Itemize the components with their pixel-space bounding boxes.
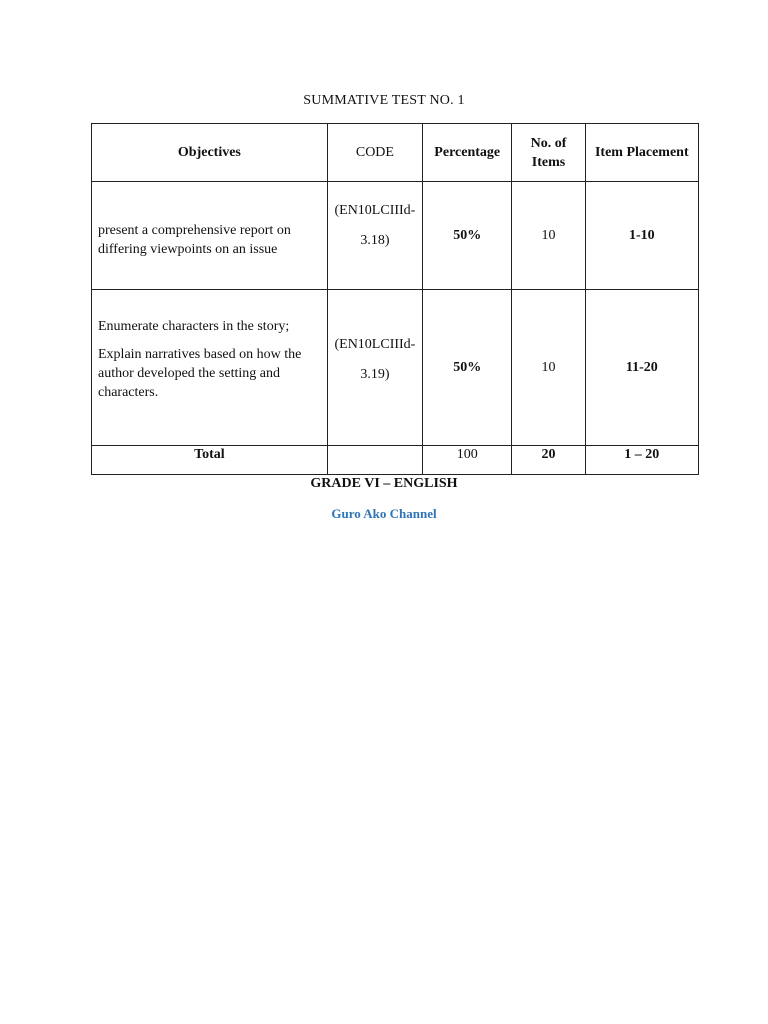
table-row (92, 182, 699, 290)
objective-text: present a comprehensive report on differing viewpoints on an issue (98, 222, 291, 257)
grade-subject-line: GRADE VI – ENGLISH (310, 476, 458, 491)
document-title: SUMMATIVE TEST NO. 1 (303, 93, 465, 108)
item-placement-cell: 11-20 (585, 290, 698, 446)
total-percentage-cell: 100 (423, 446, 512, 475)
header-objectives: Objectives (92, 124, 328, 182)
total-label-cell: Total (92, 446, 328, 475)
header-code: CODE (327, 124, 422, 182)
header-percentage: Percentage (423, 124, 512, 182)
code-line-1: (EN10LCIIId- (334, 202, 416, 218)
table-row (92, 290, 699, 446)
objectives-cell (92, 182, 328, 290)
table-of-specifications (91, 123, 699, 475)
code-line-2: 3.18) (360, 232, 390, 248)
table-total-row (92, 446, 699, 475)
total-item-placement-cell: 1 – 20 (585, 446, 698, 475)
code-cell (327, 182, 422, 290)
total-num-items-cell: 20 (512, 446, 585, 475)
num-items-cell: 10 (512, 182, 585, 290)
num-items-cell: 10 (512, 290, 585, 446)
table-header-row (92, 124, 699, 182)
header-num-items: No. of Items (512, 124, 585, 182)
objective-text: Explain narratives based on how the author developed the setting and characters. (98, 347, 302, 400)
item-placement-cell: 1-10 (585, 182, 698, 290)
objective-text: Enumerate characters in the story; (98, 319, 290, 334)
header-item-placement: Item Placement (585, 124, 698, 182)
code-cell (327, 290, 422, 446)
channel-credit: Guro Ako Channel (331, 506, 437, 521)
objectives-cell (92, 290, 328, 446)
percentage-cell: 50% (423, 182, 512, 290)
percentage-cell: 50% (423, 290, 512, 446)
code-line-1: (EN10LCIIId- (334, 337, 416, 352)
total-code-cell (327, 446, 422, 475)
code-line-2: 3.19) (360, 367, 390, 382)
